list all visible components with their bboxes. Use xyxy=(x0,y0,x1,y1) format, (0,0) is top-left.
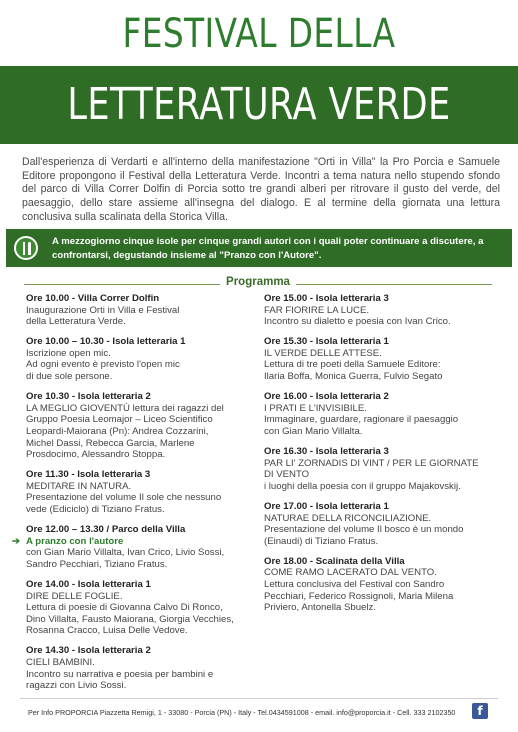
event-time: Ore 14.30 - Isola letteraria 2 xyxy=(26,645,151,657)
event-item xyxy=(26,645,258,691)
event-time: Ore 11.30 - Isola letteraria 3 xyxy=(26,469,151,481)
program-header xyxy=(24,276,492,292)
event-body: I PRATI E L'INVISIBILE. Immaginare, guardare, ragionare il paesaggio con Gian Mario Villalta. xyxy=(264,402,459,437)
event-time: Ore 18.00 - Scalinata della Villa xyxy=(264,555,405,567)
event-body: CIELI BAMBINI. Incontro su narrativa e poesia per bambini e ragazzi con Livio Sossi. xyxy=(26,657,214,692)
arrow-right-icon: ➔ xyxy=(12,535,21,547)
event-item xyxy=(264,556,500,614)
event-body: IL VERDE DELLE ATTESE. Lettura di tre poeti della Samuele Editore: Ilaria Boffa, Monica Guerra, Fulvio Segato xyxy=(264,347,443,383)
lunch-text: A mezzogiorno cinque isole per cinque grandi autori con i quali poter continuare a discutere, a confrontarsi, degustando insieme al "Pranzo con l'Autore". xyxy=(52,236,484,261)
events-left-column xyxy=(12,293,258,700)
event-time: Ore 10.00 - Villa Correr Dolfin xyxy=(26,293,160,304)
facebook-icon[interactable]: f xyxy=(472,703,488,719)
event-time: Ore 14.00 - Isola letteraria 1 xyxy=(26,578,151,590)
event-body: COME RAMO LACERATO DAL VENTO. Lettura conclusiva del Festival con Sandro Pecchiari, Federico Rossignoli, Maria Milena Priviero, Antonella Sbuelz. xyxy=(264,567,454,614)
intro-paragraph: Dall'esperienza di Verdarti e all'interno della manifestazione "Orti in Villa" la Pro Porcia e Samuele Editore propongono il Festival della Letteratura Verde. Incontri a tema natura nello stupendo sfondo del parco di Villa Correr Dolfin di Porcia sotto tre grandi alberi per ritrovare il gusto del verde, del paesaggio, dello stare assieme all'insegna del dialogo. E al termine della giornata una lettura conclusiva sulla scalinata della Storica Villa. xyxy=(22,156,500,223)
event-body: LA MEGLIO GIOVENTÙ lettura dei ragazzi del Gruppo Poesia Leomajor – Liceo Scientifico Leopardi-Maiorana (Pn): Andrea Cozzarini, Michel Dassi, Rebecca Garcia, Marlene Prosdocimo, Alessandro Stoppa. xyxy=(26,402,224,461)
event-body: NATURAE DELLA RICONCILIAZIONE. Presentazione del volume Il bosco è un mondo (Einaudi) di Tiziano Fratus. xyxy=(264,512,464,547)
event-body: FAR FIORIRE LA LUCE. Incontro su dialetto e poesia con Ivan Crico. xyxy=(264,304,451,328)
event-body: con Gian Mario Villalta, Ivan Crico, Livio Sossi, Sandro Pecchiari, Tiziano Fratus. xyxy=(26,547,225,570)
event-item xyxy=(12,524,258,570)
event-item xyxy=(26,336,258,382)
event-item xyxy=(264,336,500,382)
event-time: Ore 10.00 – 10.30 - Isola letteraria 1 xyxy=(26,336,186,348)
footer-divider xyxy=(20,698,498,699)
lunch-highlight xyxy=(12,536,258,548)
event-item xyxy=(264,391,500,437)
lunch-highlight-label: A pranzo con l'autore xyxy=(26,535,124,547)
event-item xyxy=(264,293,500,328)
event-time: Ore 15.00 - Isola letteraria 3 xyxy=(264,293,389,304)
title-line-1: FESTIVAL DELLA xyxy=(122,11,396,57)
event-time: Ore 16.30 - Isola letteraria 3 xyxy=(264,446,389,458)
events-right-column xyxy=(264,293,500,622)
footer xyxy=(0,698,518,732)
event-time: Ore 10.30 - Isola letteraria 2 xyxy=(26,391,151,403)
event-time: Ore 15.30 - Isola letteraria 1 xyxy=(264,336,389,348)
event-item xyxy=(26,391,258,461)
event-item xyxy=(26,579,258,637)
event-item xyxy=(264,501,500,547)
event-item xyxy=(26,469,258,515)
event-body: Iscrizione open mic. Ad ogni evento è previsto l'open mic di due sole persone. xyxy=(26,347,180,383)
lunch-banner xyxy=(6,229,512,267)
event-item xyxy=(264,446,500,492)
event-time: Ore 12.00 – 13.30 / Parco della Villa xyxy=(26,524,186,536)
title-band xyxy=(0,66,518,144)
program-label: Programma xyxy=(220,276,296,288)
event-body: DIRE DELLE FOGLIE. Lettura di poesie di Giovanna Calvo Di Ronco, Dino Villalta, Fausto Maiorana, Giorgia Vecchies, Rosanna Cracco, Luisa Delle Vedove. xyxy=(26,590,234,637)
event-body: MEDITARE IN NATURA. Presentazione del volume Il sole che nessuno vede (Ediciclo) di Tiziano Fratus. xyxy=(26,480,222,515)
event-body: Inaugurazione Orti in Villa e Festival della Letteratura Verde. xyxy=(26,304,180,328)
event-time: Ore 16.00 - Isola letteraria 2 xyxy=(264,391,389,403)
event-body: PAR LI' ZORNADIS DI VINT / PER LE GIORNATE DI VENTO i luoghi della poesia con il gruppo Majakovskij. xyxy=(264,457,479,492)
event-item xyxy=(26,293,258,328)
footer-contact: Per Info PROPORCIA Piazzetta Remigi, 1 - 33080 - Porcia (PN) - Italy - Tel.0434591008 - email. info@proporcia.it - Cell. 333 2102350 xyxy=(28,708,456,717)
title-line-2: LETTERATURA VERDE xyxy=(67,79,451,130)
event-time: Ore 17.00 - Isola letteraria 1 xyxy=(264,500,389,512)
fork-knife-icon xyxy=(14,236,38,260)
